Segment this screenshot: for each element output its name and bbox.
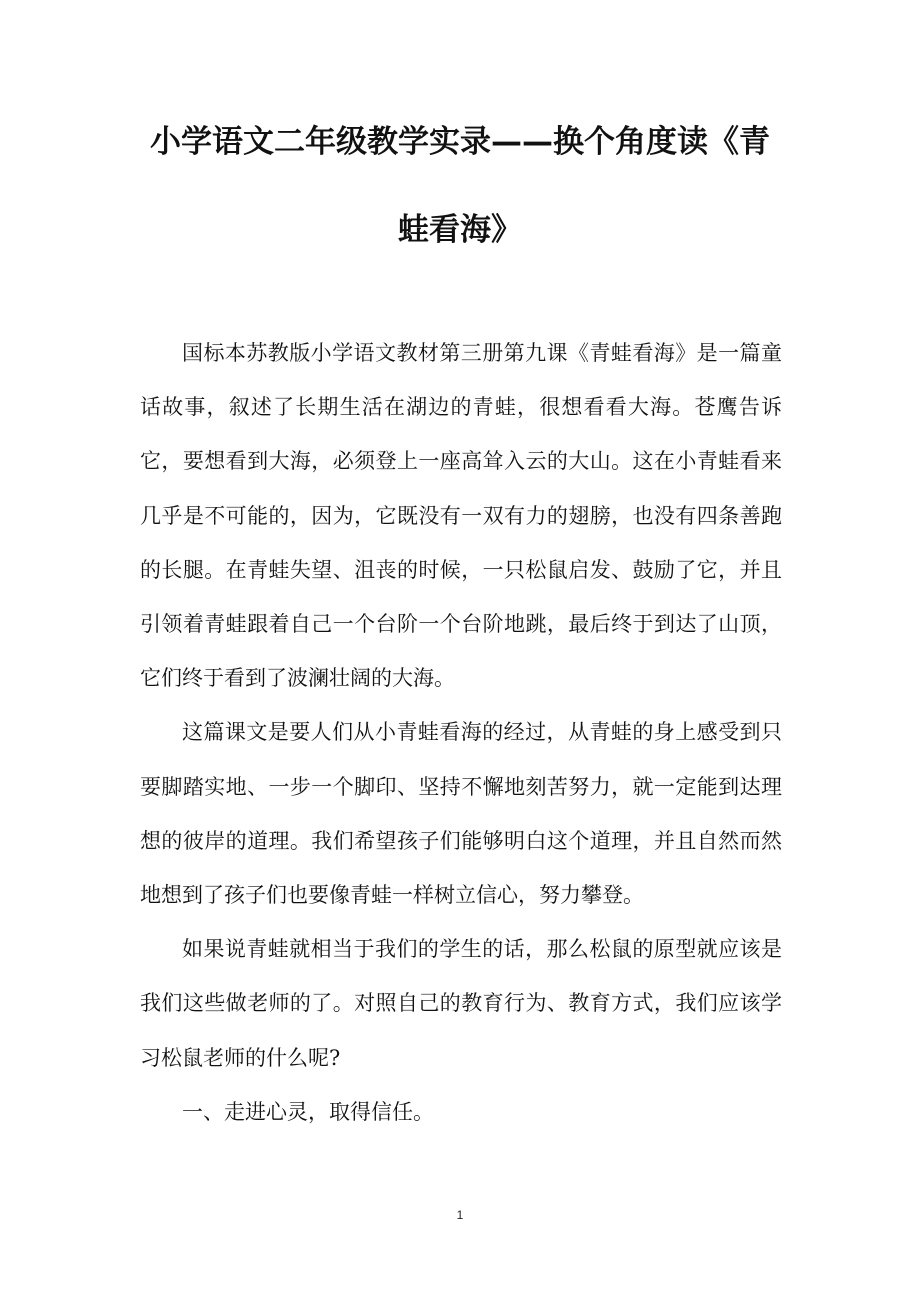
section-heading-1: 一、走进心灵，取得信任。: [182, 1099, 434, 1124]
paragraph-1: 国标本苏教版小学语文教材第三册第九课《青蛙看海》是一篇童话故事，叙述了长期生活在湖边的青蛙，很想看看大海。苍鹰告诉它，要想看到大海，必须登上一座高耸入云的大山。这在小青蛙看来几乎是不可能的，因为，它既没有一双有力的翅膀，也没有四条善跑的长腿。在青蛙失望、沮丧的时候，一只松鼠启发、鼓励了它，并且引领着青蛙跟着自己一个台阶一个台阶地跳，最后终于到达了山顶，它们终于看到了波澜壮阔的大海。: [140, 341, 782, 691]
page-number: 1: [456, 1208, 464, 1222]
paragraph-3: 如果说青蛙就相当于我们的学生的话，那么松鼠的原型就应该是我们这些做老师的了。对照自己的教育行为、教育方式，我们应该学习松鼠老师的什么呢?: [140, 937, 782, 1070]
document-body: [140, 326, 782, 1139]
paragraph-2: 这篇课文是要人们从小青蛙看海的经过，从青蛙的身上感受到只要脚踏实地、一步一个脚印、坚持不懈地刻苦努力，就一定能到达理想的彼岸的道理。我们希望孩子们能够明白这个道理，并且自然而然地想到了孩子们也要像青蛙一样树立信心，努力攀登。: [140, 720, 782, 908]
document-title: 小学语文二年级教学实录——换个角度读《青蛙看海》: [150, 124, 770, 248]
